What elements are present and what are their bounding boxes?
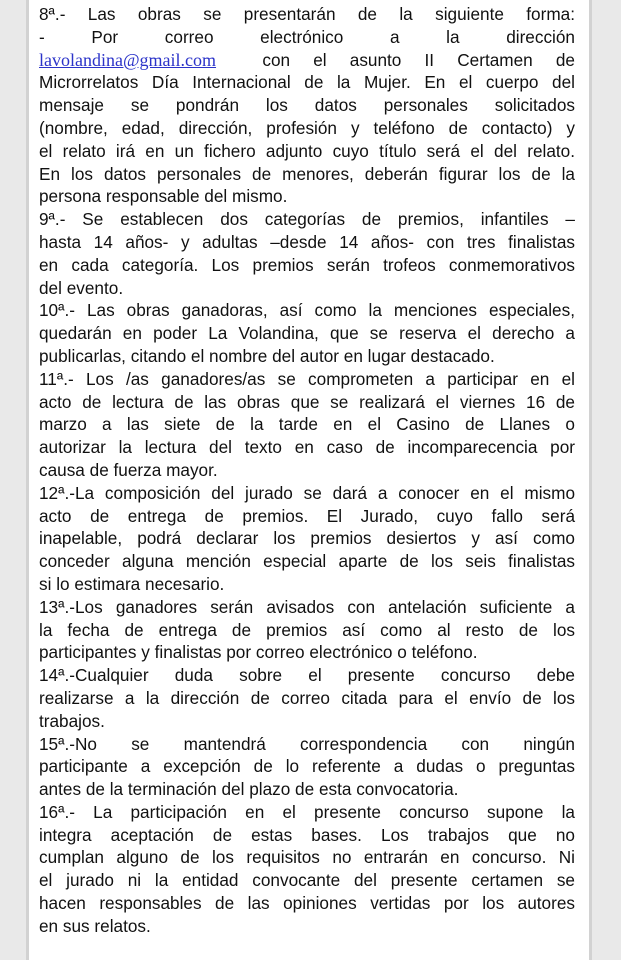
line: Microrrelatos Día Internacional de la Mujer. En el cuerpo del [39,72,575,93]
document-body [39,3,575,938]
line: 15ª.-No se mantendrá correspondencia con ningún [39,733,575,754]
email-line [39,49,575,72]
line: la fecha de entrega de premios así como al resto de los [39,619,575,640]
line: si lo estimara necesario. [39,573,225,594]
line: mensaje se pondrán los datos personales solicitados [39,95,575,116]
line: en sus relatos. [39,915,151,936]
line: integra aceptación de estas bases. Los trabajos que no [39,824,575,845]
line: 13ª.-Los ganadores serán avisados con antelación suficiente a [39,596,575,617]
line: 12ª.-La composición del jurado se dará a conocer en el mismo [39,482,575,503]
line: 9ª.- Se establecen dos categorías de premios, infantiles – [39,209,575,230]
line: inapelable, podrá declarar los premios desiertos y así como [39,528,575,549]
line: (nombre, edad, dirección, profesión y teléfono de contacto) y [39,117,575,138]
line: En los datos personales de menores, deberán figurar los de la [39,163,575,184]
line: en cada categoría. Los premios serán trofeos conmemorativos [39,254,575,275]
left-page-edge [26,0,29,960]
line: el relato irá en un fichero adjunto cuyo título será el del relato. [39,140,575,161]
right-page-edge [589,0,592,960]
line: hacen responsables de las opiniones vertidas por los autores [39,893,575,914]
line: conceder alguna mención especial aparte de los seis finalistas [39,551,575,572]
email-line-rest: con el asunto II Certamen de [216,49,575,70]
line: 10ª.- Las obras ganadoras, así como la menciones especiales, [39,300,575,321]
line: participante a excepción de lo referente a dudas o preguntas [39,756,575,777]
line: - Por correo electrónico a la dirección [39,26,575,47]
line: antes de la terminación del plazo de esta convocatoria. [39,779,459,800]
line: 8ª.- Las obras se presentarán de la siguiente forma: [39,4,575,24]
line: acto de lectura de las obras que se realizará el viernes 16 de [39,391,575,412]
line: participantes y finalistas por correo electrónico o teléfono. [39,642,478,663]
line: marzo a las siete de la tarde en el Casino de Llanes o [39,414,575,435]
email-link[interactable]: lavolandina@gmail.com [39,49,217,70]
line: realizarse a la dirección de correo citada para el envío de los [39,687,575,708]
line: publicarlas, citando el nombre del autor en lugar destacado. [39,345,495,366]
line: quedarán en poder La Volandina, que se reserva el derecho a [39,323,575,344]
line: hasta 14 años- y adultas –desde 14 años- con tres finalistas [39,231,575,252]
line: 14ª.-Cualquier duda sobre el presente concurso debe [39,665,575,686]
line: persona responsable del mismo. [39,186,288,207]
line: cumplan alguno de los requisitos no entrarán en concurso. Ni [39,847,575,868]
line: autorizar la lectura del texto en caso de incomparecencia por [39,437,575,458]
line: del evento. [39,277,124,298]
line: 11ª.- Los /as ganadores/as se comprometen a participar en el [39,368,575,389]
line: 16ª.- La participación en el presente concurso supone la [39,801,575,822]
line: trabajos. [39,710,105,731]
line: causa de fuerza mayor. [39,459,218,480]
line: el jurado ni la entidad convocante del presente certamen se [39,870,575,891]
line: acto de entrega de premios. El Jurado, cuyo fallo será [39,505,575,526]
